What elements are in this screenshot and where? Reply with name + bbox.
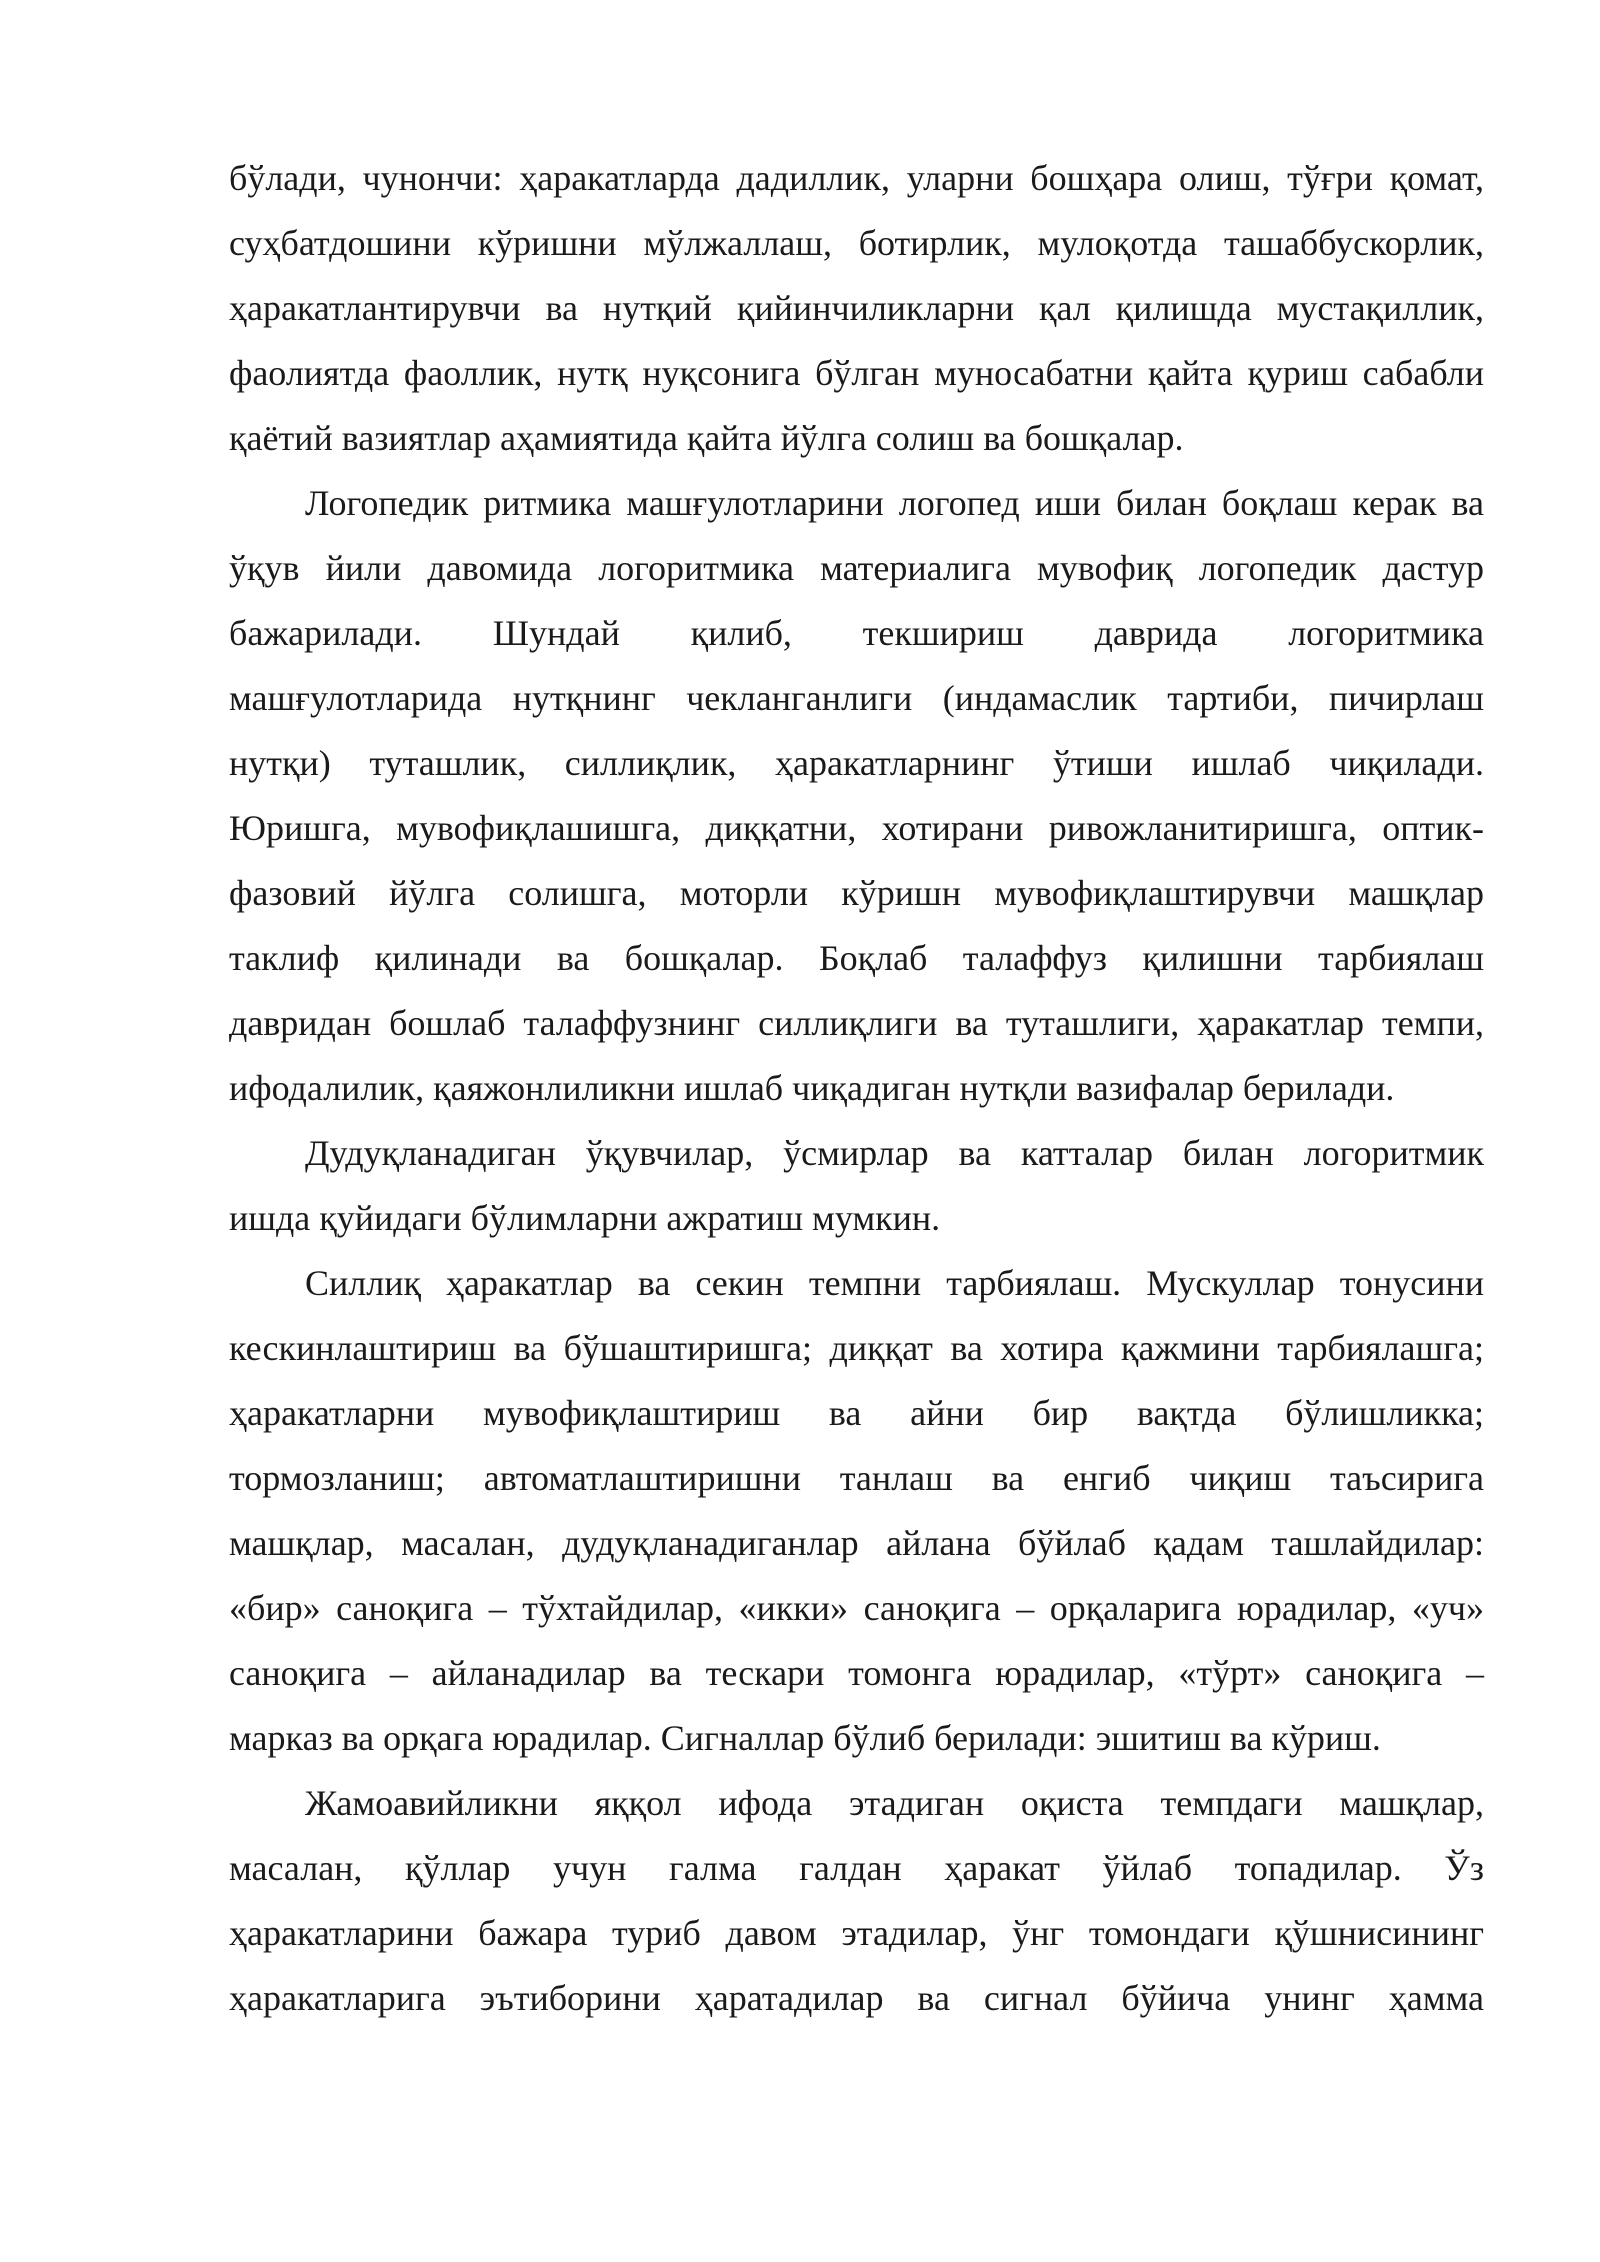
paragraph-line: қаётий вазиятлар аҳамиятида қайта йўлга солиш ва бошқалар. bbox=[229, 418, 1184, 458]
paragraph-line: ҳаракатларига эътиборини ҳаратадилар ва сигнал бўйича унинг ҳамма bbox=[229, 1978, 1484, 2018]
paragraph-line: давридан бошлаб талаффузнинг силлиқлиги ва туташлиги, ҳаракатлар темпи, bbox=[229, 1003, 1484, 1043]
paragraph-line: суҳбатдошини кўришни мўлжаллаш, ботирлик, мулоқотда ташаббускорлик, bbox=[229, 223, 1484, 263]
paragraph-line: кескинлаштириш ва бўшаштиришга; диққат ва хотира қажмини тарбиялашга; bbox=[229, 1328, 1484, 1368]
paragraph-line: масалан, қўллар учун галма галдан ҳаракат ўйлаб топадилар. Ўз bbox=[229, 1848, 1484, 1888]
paragraph-line: бажарилади. Шундай қилиб, текшириш даврида логоритмика bbox=[229, 613, 1484, 653]
document-body bbox=[229, 146, 1484, 2031]
paragraph-4 bbox=[229, 1251, 1484, 1771]
paragraph-line: ифодалилик, қаяжонлиликни ишлаб чиқадиган нутқли вазифалар берилади. bbox=[229, 1068, 1395, 1108]
paragraph-line: машқлар, масалан, дудуқланадиганлар айлана бўйлаб қадам ташлайдилар: bbox=[229, 1523, 1484, 1563]
paragraph-line: нутқи) туташлик, силлиқлик, ҳаракатларнинг ўтиши ишлаб чиқилади. bbox=[229, 743, 1484, 783]
paragraph-line: Дудуқланадиган ўқувчилар, ўсмирлар ва катталар билан логоритмик bbox=[305, 1133, 1484, 1173]
paragraph-line: саноқига – айланадилар ва тескари томонга юрадилар, «тўрт» саноқига – bbox=[229, 1653, 1484, 1693]
paragraph-line: Силлиқ ҳаракатлар ва секин темпни тарбиялаш. Мускуллар тонусини bbox=[305, 1263, 1484, 1303]
paragraph-2 bbox=[229, 471, 1484, 1121]
paragraph-line: ўқув йили давомида логоритмика материалига мувофиқ логопедик дастур bbox=[229, 548, 1484, 588]
paragraph-line: машғулотларида нутқнинг чекланганлиги (индамаслик тартиби, пичирлаш bbox=[229, 678, 1484, 718]
paragraph-line: фаолиятда фаоллик, нутқ нуқсонига бўлган муносабатни қайта қуриш сабабли bbox=[229, 353, 1484, 393]
paragraph-line: ҳаракатлантирувчи ва нутқий қийинчиликларни қал қилишда мустақиллик, bbox=[229, 288, 1484, 328]
paragraph-line: таклиф қилинади ва бошқалар. Боқлаб талаффуз қилишни тарбиялаш bbox=[229, 938, 1484, 978]
paragraph-line: марказ ва орқага юрадилар. Сигналлар бўлиб берилади: эшитиш ва кўриш. bbox=[229, 1718, 1381, 1758]
paragraph-line: фазовий йўлга солишга, моторли кўришн мувофиқлаштирувчи машқлар bbox=[229, 873, 1484, 913]
paragraph-line: тормозланиш; автоматлаштиришни танлаш ва енгиб чиқиш таъсирига bbox=[229, 1458, 1484, 1498]
paragraph-line: Логопедик ритмика машғулотларини логопед иши билан боқлаш керак ва bbox=[305, 483, 1484, 523]
paragraph-1 bbox=[229, 146, 1484, 471]
paragraph-5 bbox=[229, 1771, 1484, 2031]
paragraph-line: ҳаракатларини бажара туриб давом этадилар, ўнг томондаги қўшнисининг bbox=[229, 1913, 1484, 1953]
paragraph-3 bbox=[229, 1121, 1484, 1251]
paragraph-line: бўлади, чунончи: ҳаракатларда дадиллик, уларни бошҳара олиш, тўғри қомат, bbox=[229, 158, 1484, 198]
paragraph-line: «бир» саноқига – тўхтайдилар, «икки» саноқига – орқаларига юрадилар, «уч» bbox=[229, 1588, 1484, 1628]
paragraph-line: Жамоавийликни яққол ифода этадиган оқиста темпдаги машқлар, bbox=[305, 1783, 1484, 1823]
paragraph-line: ишда қуйидаги бўлимларни ажратиш мумкин. bbox=[229, 1198, 941, 1238]
paragraph-line: Юришга, мувофиқлашишга, диққатни, хотирани ривожланитиришга, оптик- bbox=[229, 808, 1484, 848]
paragraph-line: ҳаракатларни мувофиқлаштириш ва айни бир вақтда бўлишликка; bbox=[229, 1393, 1484, 1433]
